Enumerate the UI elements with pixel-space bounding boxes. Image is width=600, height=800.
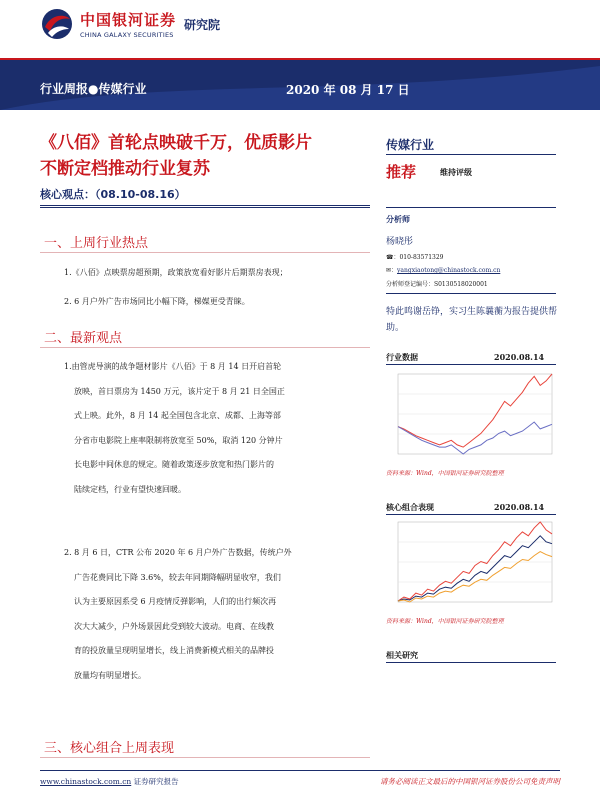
paragraph-line: 放映，首日票房为 1450 万元，该片定于 8 月 21 日全国正 — [74, 386, 285, 396]
footer-website — [40, 776, 179, 787]
department-name: 研究院 — [184, 17, 221, 32]
paragraph-line: 式上映。此外，8 月 14 起全国包含北京、成都、上海等部 — [74, 411, 281, 420]
report-date: 2020 年 08 月 17 日 — [286, 83, 410, 97]
paragraph-line: 长电影中间休息的规定。随着政策逐步放宽和热门影片的 — [74, 460, 274, 469]
logo-chinese: 中国银河证券 — [80, 11, 177, 29]
paragraph-line: 次大大减少，户外场景因此受到较大波动。电商、在线教 — [74, 621, 274, 631]
footer-divider — [40, 770, 560, 771]
paragraph-line: 认为主要原因系受 6 月疫情反弹影响，人们的出行频次再 — [74, 597, 277, 606]
logo — [40, 4, 220, 44]
section-divider — [40, 252, 370, 253]
section-heading-2: 二、最新观点 — [44, 331, 123, 346]
viewpoint-paragraph-1 — [64, 355, 364, 502]
paragraph-line: 分省市电影院上座率限制将放宽至 50%，取消 120 分钟片 — [74, 435, 283, 445]
chart-series-line — [398, 374, 552, 447]
title-line-1: 《八佰》首轮点映破千万，优质影片 — [40, 133, 312, 153]
paragraph-line: 育的投放量呈现明显增长，线上消费新模式相关的品牌投 — [74, 646, 274, 655]
divider — [386, 293, 556, 294]
divider — [386, 514, 556, 515]
industry-data-date: 2020.08.14 — [494, 352, 545, 362]
chart-series-line — [398, 522, 552, 601]
analyst-license: 分析师登记编号：S0130518020001 — [386, 281, 488, 288]
analyst-name: 杨晓彤 — [386, 237, 414, 247]
website-link[interactable]: www.chinastock.com.cn — [40, 777, 132, 786]
paragraph-line: 陆续定档，行业有望快速回暖。 — [74, 484, 186, 494]
industry-data-label: 行业数据 — [386, 353, 418, 362]
report-title — [40, 130, 370, 182]
divider — [386, 154, 556, 155]
recommend-rating: 推荐 — [386, 163, 417, 181]
analyst-label: 分析师 — [386, 215, 410, 224]
sidebar-industry: 传媒行业 — [386, 138, 435, 152]
analyst-email-row — [386, 265, 500, 274]
email-icon: ✉： — [386, 267, 398, 274]
divider — [386, 207, 556, 208]
portfolio-date: 2020.08.14 — [494, 502, 545, 512]
paragraph-line: 2. 8 月 6 日，CTR 公布 2020 年 6 月户外广告数据，传统户外 — [64, 548, 292, 557]
paragraph-line: 1.由管虎导演的战争题材影片《八佰》于 8 月 14 日开启首轮 — [64, 362, 282, 371]
galaxy-logo-icon — [40, 7, 74, 41]
section-divider — [40, 347, 370, 348]
divider — [386, 364, 556, 365]
analyst-email-link[interactable]: yangxiaotong@chinastock.com.cn — [397, 267, 501, 274]
viewpoint-paragraph-2 — [64, 541, 364, 688]
paragraph-line: 广告花费同比下降 3.6%，较去年同期降幅明显收窄，我们 — [74, 572, 281, 582]
paragraph-line: 放量均有明显增长。 — [74, 670, 146, 680]
footer-disclaimer: 请务必阅读正文最后的中国银河证券股份公司免责声明 — [380, 777, 560, 786]
chart-source-1: 资料来源：Wind，中国银河证券研究院整理 — [386, 470, 504, 477]
related-research-label: 相关研究 — [386, 651, 418, 660]
title-line-2: 不断定档推动行业复苏 — [40, 159, 210, 179]
footer-url-suffix: 证券研究报告 — [131, 777, 179, 786]
portfolio-label: 核心组合表现 — [386, 503, 434, 512]
chart-source-2: 资料来源：Wind，中国银河证券研究院整理 — [386, 618, 504, 625]
rating-status: 维持评级 — [440, 168, 472, 177]
industry-data-chart — [386, 368, 556, 466]
hot-item-2: 2. 6 月户外广告市场同比小幅下降，梯媒更受青睐。 — [64, 297, 250, 306]
analyst-phone: ☎：010-83571329 — [386, 254, 444, 261]
hot-item-1: 1.《八佰》点映票房超预期，政策放宽看好影片后期票房表现； — [64, 268, 288, 277]
divider — [40, 205, 370, 206]
core-view-label: 核心观点：（08.10-08.16） — [40, 188, 186, 201]
acknowledgement: 特此鸣谢岳铮，实习生陈曩蘅为报告提供帮助。 — [386, 307, 558, 333]
section-heading-1: 一、上周行业热点 — [44, 236, 149, 251]
chart-series-line — [398, 536, 552, 601]
section-divider — [40, 757, 370, 758]
divider — [386, 662, 556, 663]
logo-english: CHINA GALAXY SECURITIES — [80, 31, 174, 39]
portfolio-chart — [386, 516, 556, 614]
banner-accent-line — [0, 58, 600, 60]
divider — [40, 207, 370, 208]
report-category: 行业周报●传媒行业 — [40, 82, 147, 96]
section-heading-3: 三、核心组合上周表现 — [44, 741, 175, 756]
